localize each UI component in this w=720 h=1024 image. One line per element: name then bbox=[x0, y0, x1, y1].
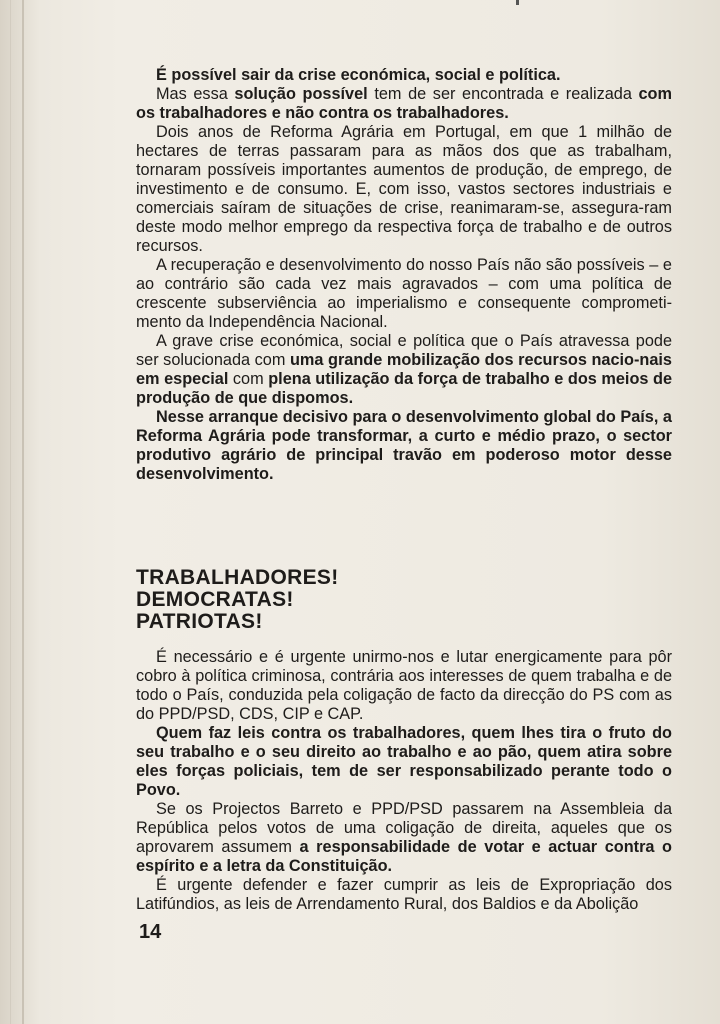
bold-text: plena utilização da força de trabalho e dos meios de produção de que dispomos. bbox=[136, 370, 672, 407]
headline-line: TRABALHADORES! bbox=[136, 566, 339, 589]
text-span: tem de ser encontrada e realizada bbox=[367, 85, 639, 103]
paragraph: É necessário e é urgente unirmo-nos e lutar energicamente para pôr cobro à política criminosa, contrária aos interesses de quem trabalha e de todo o País, conduzida pela coligação de facto da direcção do PS com as do PPD/PSD, CDS, CIP e CAP. bbox=[136, 648, 672, 723]
bold-text: Nesse arranque decisivo para o desenvolvimento global do País, a Reforma Agrária pode transformar, a curto e médio prazo, o sector produtivo agrário de principal travão em poderoso motor desse desenvolvimento. bbox=[136, 408, 672, 483]
paragraph bbox=[136, 724, 672, 800]
text-span: Se os Projectos Barreto e PPD/PSD passarem na Assembleia da República pelos votos de uma coligação de direita, aqueles que os aprovarem assumem bbox=[136, 800, 672, 856]
bold-text: a responsabilidade de votar e actuar contra o espírito e a letra da Constituição. bbox=[136, 838, 672, 875]
paragraph bbox=[136, 800, 672, 876]
paragraph: Dois anos de Reforma Agrária em Portugal, em que 1 milhão de hectares de terras passaram para as mãos dos que as trabalham, tornaram possíveis importantes aumentos de produção, de emprego, de investimento e de consumo. E, com isso, vastos sectores industriais e comerciais saíram de situações de crise, reanimaram-se, assegura-ram deste modo melhor emprego da respectiva força de trabalho e de outros recursos. bbox=[136, 123, 672, 255]
bold-text: uma grande mobilização dos recursos nacio-nais em especial bbox=[136, 351, 672, 388]
bold-text: Quem faz leis contra os trabalhadores, quem lhes tira o fruto do seu trabalho e o seu direito ao trabalho e ao pão, quem atira sobre eles forças policiais, tem de ser responsabilizado perante todo o Povo. bbox=[136, 724, 672, 799]
text-span: A grave crise económica, social e política que o País atravessa pode ser solucionada com bbox=[136, 332, 672, 369]
text-span: com bbox=[228, 370, 269, 388]
paragraph: A recuperação e desenvolvimento do nosso País não são possíveis – e ao contrário são cada vez mais agravados – com uma política de crescente subserviência ao imperialismo e consequente comprometi-mento da Independência Nacional. bbox=[136, 256, 672, 331]
paragraph: É urgente defender e fazer cumprir as leis de Expropriação dos Latifúndios, as leis de Arrendamento Rural, dos Baldios e da Abolição bbox=[136, 876, 672, 913]
page-fold bbox=[22, 0, 24, 1024]
bold-text: com os trabalhadores e não contra os trabalhadores. bbox=[136, 85, 672, 122]
headline bbox=[136, 567, 536, 633]
text-span: Mas essa bbox=[156, 85, 235, 103]
bold-text: solução possível bbox=[234, 85, 368, 103]
headline-line: DEMOCRATAS! bbox=[136, 588, 294, 611]
paragraph bbox=[136, 85, 672, 123]
top-text-block bbox=[136, 66, 672, 484]
bottom-text-block bbox=[136, 648, 672, 914]
bold-text: É possível sair da crise económica, social e política. bbox=[156, 66, 561, 84]
headline-line: PATRIOTAS! bbox=[136, 610, 263, 633]
paragraph bbox=[136, 66, 672, 85]
page-edge bbox=[10, 0, 11, 1024]
paragraph bbox=[136, 408, 672, 484]
paragraph bbox=[136, 332, 672, 408]
page-number: 14 bbox=[139, 921, 162, 943]
print-mark bbox=[516, 0, 519, 5]
